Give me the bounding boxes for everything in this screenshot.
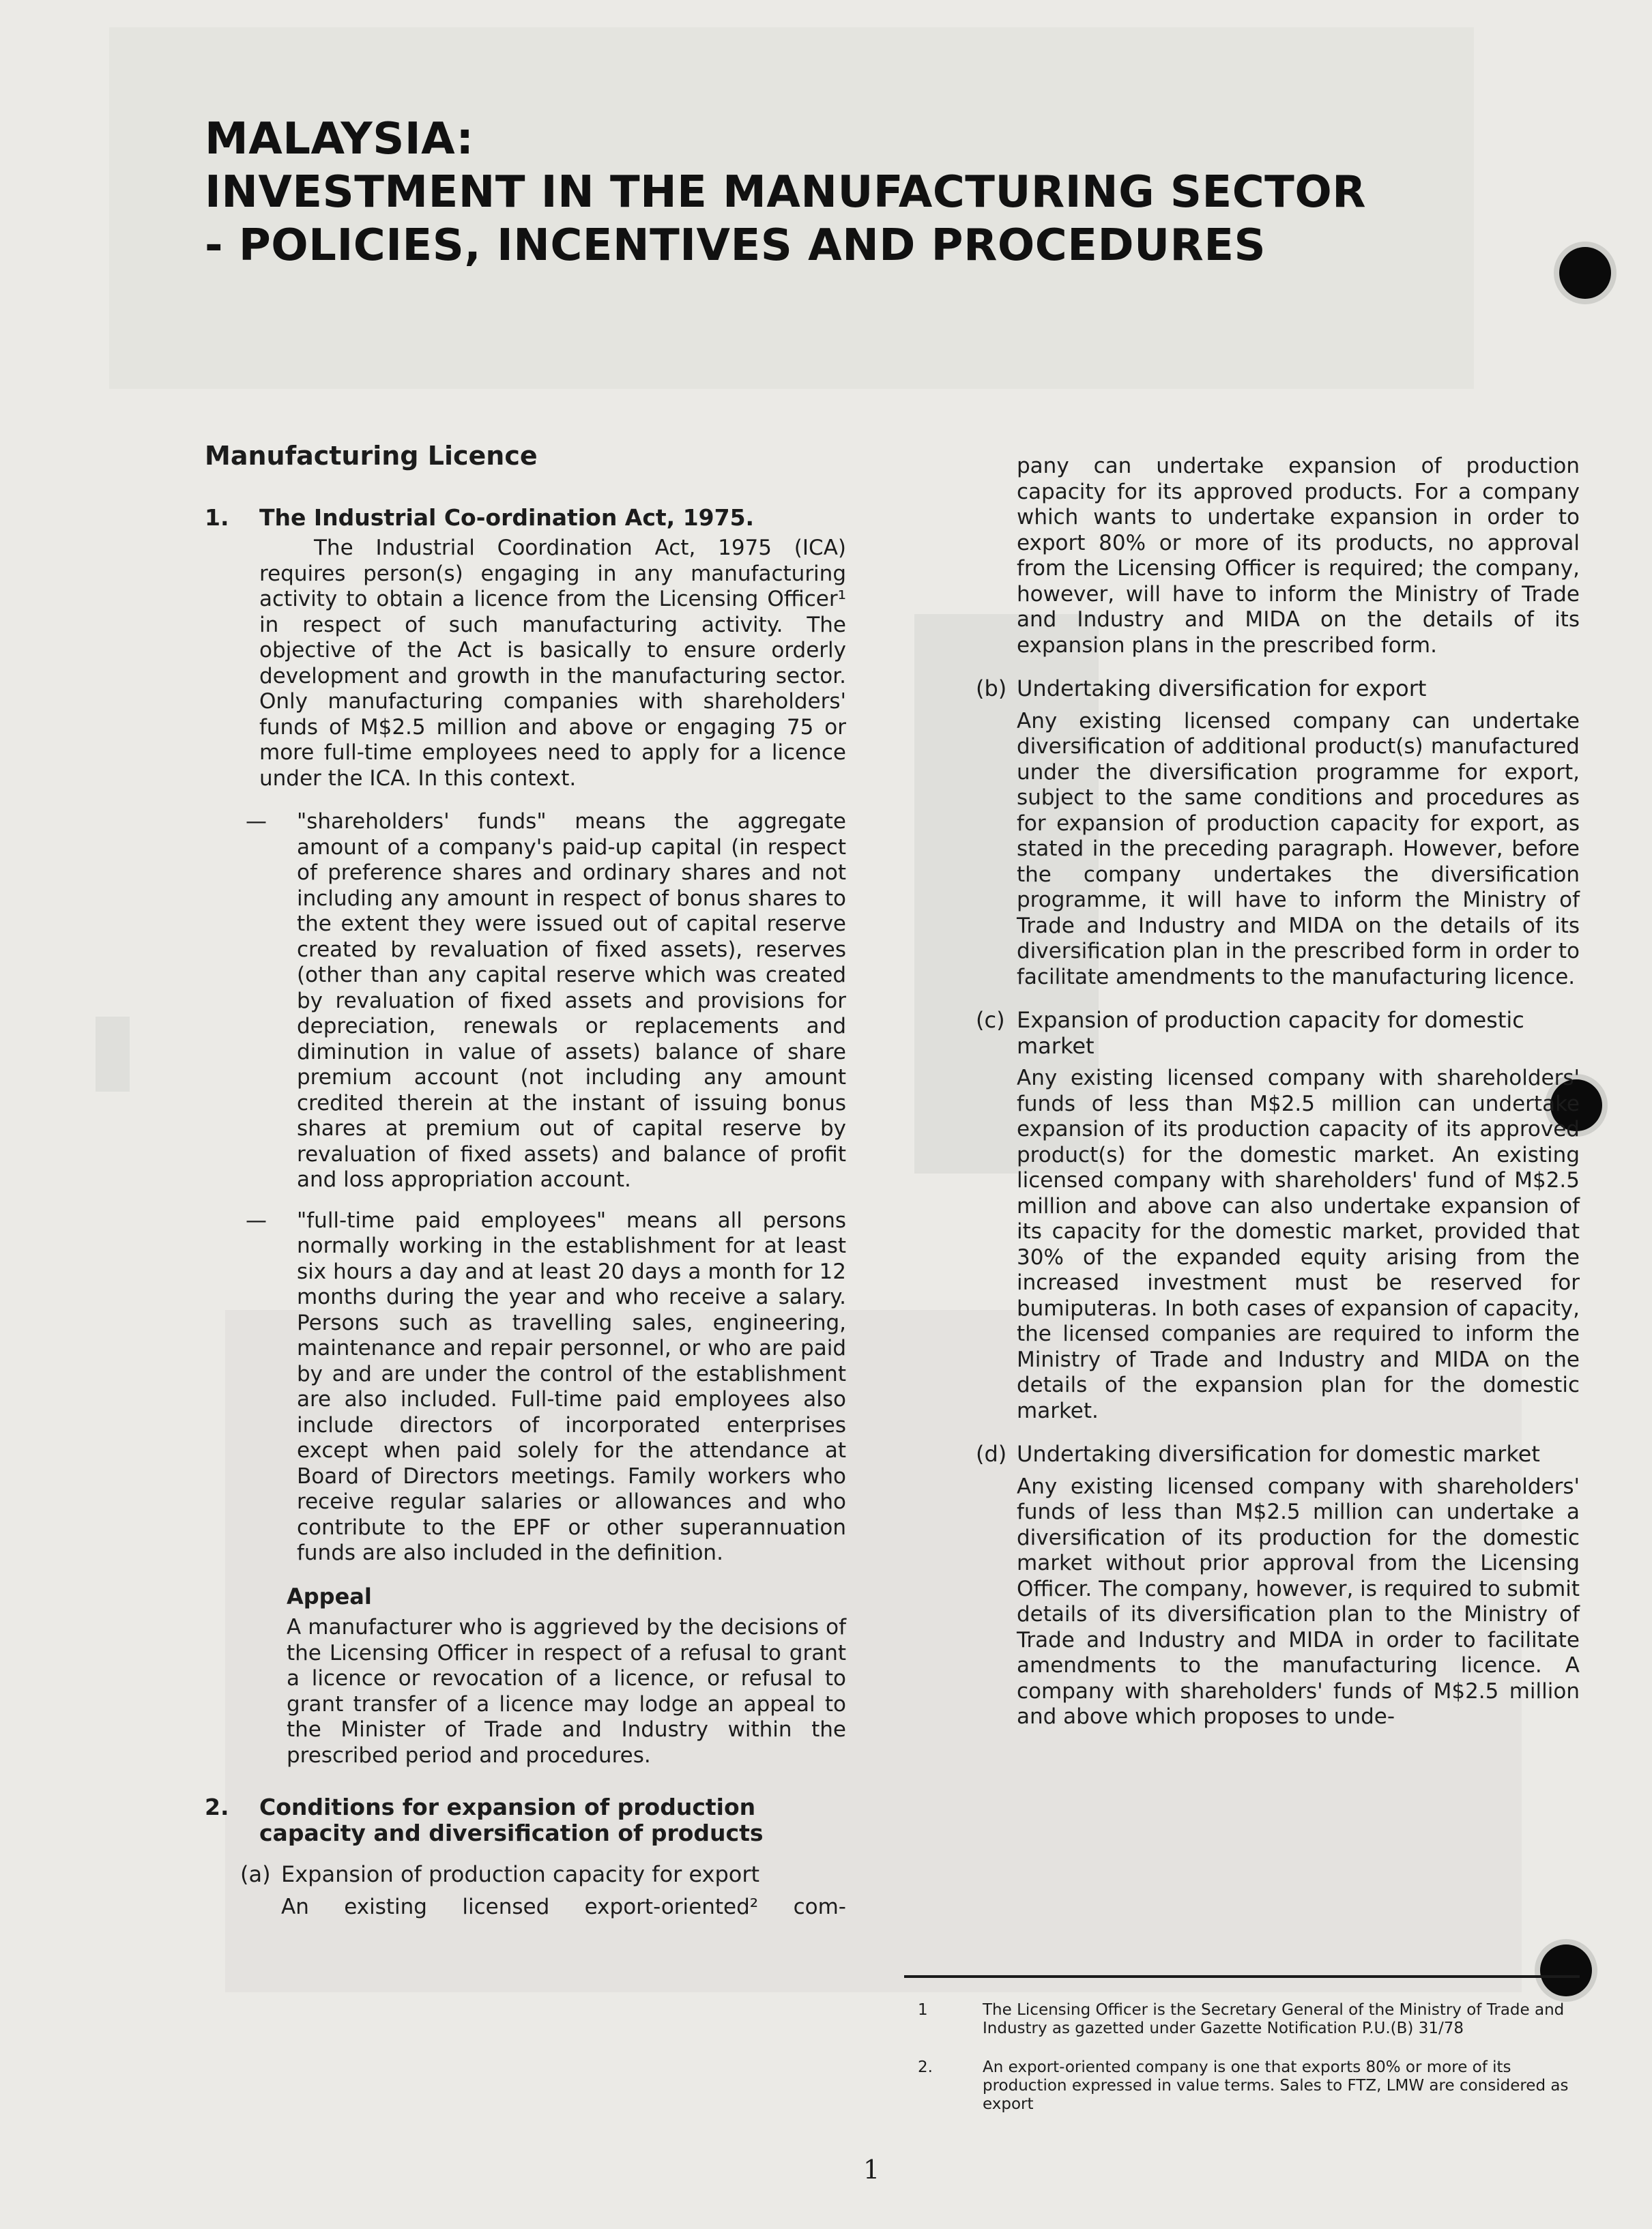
right-column [976,454,1580,1730]
clause-body: The Industrial Coordination Act, 1975 (ICA) requires person(s) engaging in any manufacturing activity to obtain a licence from the Licensing Officer¹ in respect of such manufacturing activity. The objective of the Act is basically to ensure orderly development and growth in the manufacturing sector. Only manufacturing companies with shareholders' funds of M$2.5 million and above or engaging 75 or more full-time employees need to apply for a licence under the ICA. In this context. [259,536,846,791]
definition-text: "shareholders' funds" means the aggregate amount of a company's paid-up capital (in respect of preference shares and ordinary shares and not including any amount in respect of bonus shares to the extent they were issued out of capital reserve created by revaluation of fixed assets), reserves (other than any capital reserve which was created by revaluation of fixed assets and provisions for depreciation, renewals or replacements and diminution in value of assets) balance of share premium account (not including any amount credited therein at the instant of issuing bonus shares at premium out of capital reserve by revaluation of fixed assets) and balance of profit and loss appropriation account. [297,809,846,1192]
subclause-label: (d) [976,1441,1007,1467]
subclause-heading [205,1862,846,1888]
subclause-heading [976,1442,1580,1468]
document-title [205,113,1501,272]
show-through-mark [96,1017,130,1092]
title-line: - POLICIES, INCENTIVES AND PROCEDURES [205,220,1266,271]
footnotes [904,1975,1586,2134]
definition-text: "full-time paid employees" means all persons normally working in the establishment for at least six hours a day and at least 20 days a month for 12 months during the year and who receive a salary. Persons such as travelling sales, engineering, maintenance and repair personnel, or who are paid by and are under the control of the establishment are also included. Full-time paid employees also include directors of incorporated enterprises except when paid solely for the attendance at Board of Directors meetings. Family workers who receive regular salaries or allowances and who contribute to the EPF or other superannuation funds are also included in the definition. [297,1208,846,1565]
clause-number: 1. [205,504,229,531]
footnote-key: 1 [918,2001,928,2019]
dash-bullet: — [246,809,267,834]
subclause-title: Expansion of production capacity for export [281,1861,760,1887]
subclause-body: pany can undertake expansion of production capacity for its approved products. For a company which wants to undertake expansion in order to export 80% or more of its products, no approval from the Licensing Officer is required; the company, however, will have to inform the Ministry of Trade and Industry and MIDA on the details of its expansion plans in the prescribed form. [1017,454,1580,658]
punch-hole [1559,247,1611,299]
subclause-label: (c) [976,1007,1005,1033]
subclause-heading [976,676,1580,702]
subclause-title: Undertaking diversification for export [1017,675,1427,701]
subclause-label: (a) [240,1861,271,1887]
appeal-body: A manufacturer who is aggrieved by the decisions of the Licensing Officer in respect of a refusal to grant a licence or revocation of a licence, or refusal to grant transfer of a licence may lodge an appeal to the Minister of Trade and Industry within the prescribed period and procedures. [287,1615,846,1768]
subclause-body: An existing licensed export-oriented² com- [281,1894,846,1919]
clause-number: 2. [205,1794,229,1820]
subclause-title: Undertaking diversification for domestic market [1017,1441,1540,1467]
subclause-title: Expansion of production capacity for domestic market [1017,1007,1524,1059]
footnote [904,2058,1586,2114]
left-column [205,443,846,1920]
clause-heading [205,1794,846,1846]
subclause-body: Any existing licensed company can undertake diversification of additional product(s) manufactured under the diversification programme for export, subject to the same conditions and procedures as for expansion of production capacity for export, as stated in the preceding paragraph. However, before the company undertakes the diversification programme, it will have to inform the Ministry of Trade and Industry and MIDA on the details of its diversification plan in the prescribed form in order to facilitate amendments to the manufacturing licence. [1017,708,1580,989]
clause-title: The Industrial Co-ordination Act, 1975. [259,504,755,531]
appeal-heading: Appeal [287,1583,372,1609]
subclause-body: Any existing licensed company with shareholders' funds of less than M$2.5 million can undertake expansion of its production capacity of its approved product(s) for the domestic market. An existing licensed company with shareholders' fund of M$2.5 million and above can also undertake expansion of its capacity for the domestic market, provided that 30% of the expanded equity arising from the increased investment must be reserved for bumiputeras. In both cases of expansion of capacity, the licensed companies are required to inform the Ministry of Trade and Industry and MIDA on the details of the expansion plan for the domestic market. [1017,1066,1580,1423]
title-line: MALAYSIA: [205,114,474,164]
clause-title: Conditions for expansion of production capacity and diversification of products [259,1794,764,1846]
subclause-heading [976,1008,1580,1059]
dash-bullet: — [246,1208,267,1233]
page-number: 1 [863,2155,880,2185]
title-line: INVESTMENT IN THE MANUFACTURING SECTOR [205,167,1366,218]
footnote-rule [904,1975,1580,1978]
footnote-text: An export-oriented company is one that exports 80% or more of its production expressed in value terms. Sales to FTZ, LMW are considered as export [983,2058,1569,2113]
footnote [904,2001,1586,2038]
section-heading: Manufacturing Licence [205,441,538,471]
definition-item [205,809,846,1193]
subclause-body: Any existing licensed company with shareholders' funds of less than M$2.5 million can undertake a diversification of its production for the domestic market without prior approval from the Licensing Officer. The company, however, is required to submit details of its diversification plan to the Ministry of Trade and Industry and MIDA in order to facilitate amendments to the manufacturing licence. A company with shareholders' funds of M$2.5 million and above which proposes to unde- [1017,1474,1580,1729]
footnote-text: The Licensing Officer is the Secretary General of the Ministry of Trade and Industry as gazetted under Gazette Notification P.U.(B) 31/78 [983,2001,1565,2037]
subclause-label: (b) [976,675,1007,701]
definition-item [205,1208,846,1567]
clause-heading [205,505,846,531]
footnote-key: 2. [918,2058,933,2076]
